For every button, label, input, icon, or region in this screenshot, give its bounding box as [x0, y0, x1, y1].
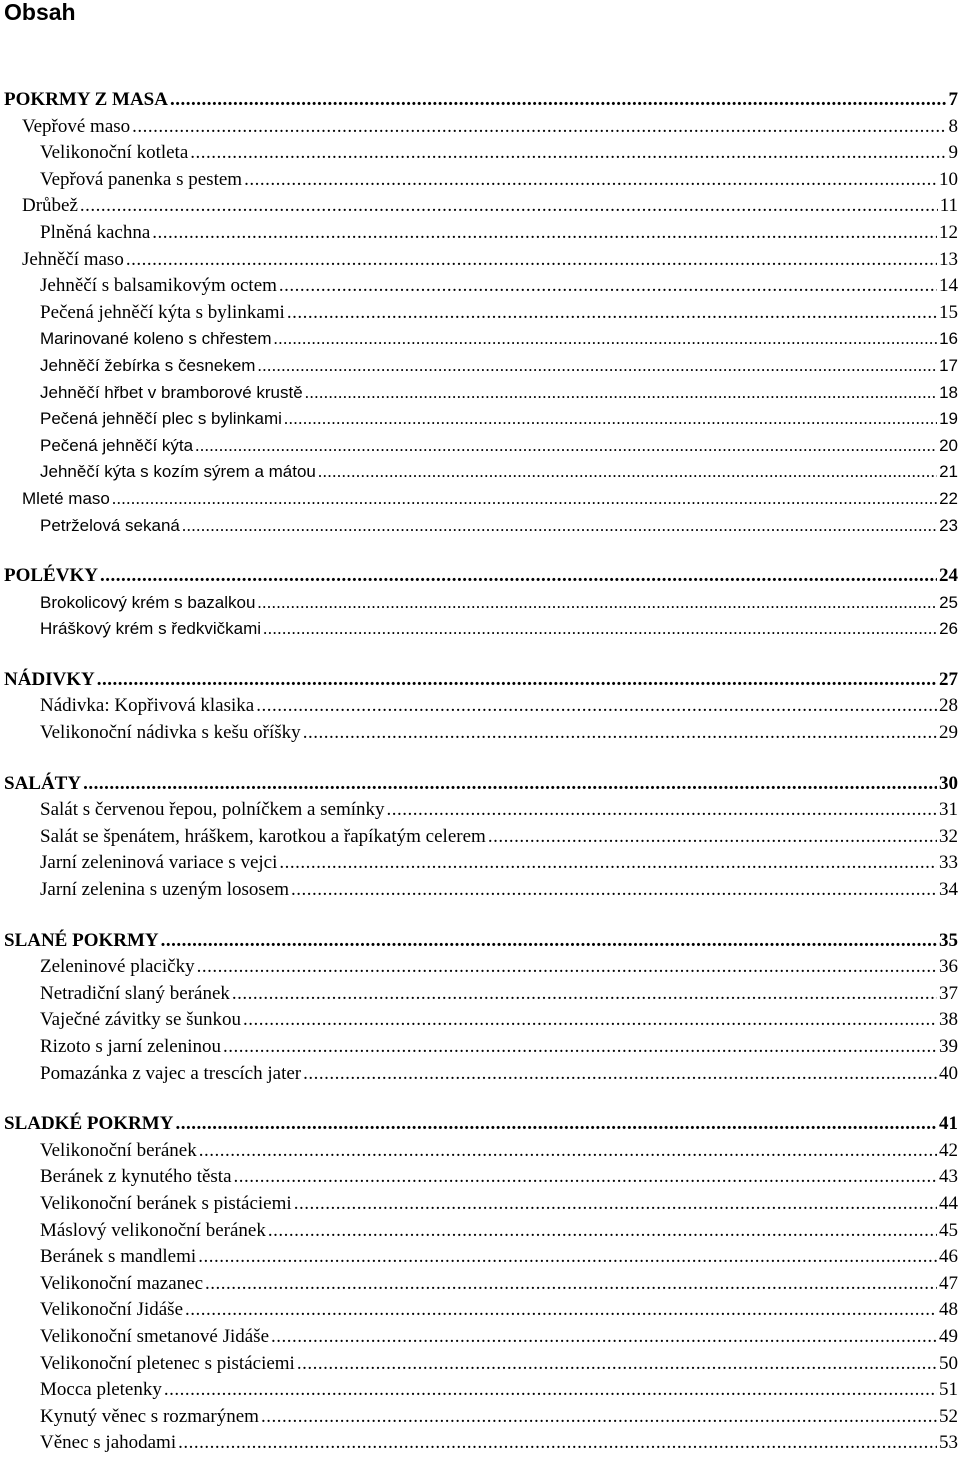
dot-leader — [274, 326, 938, 353]
dot-leader — [303, 1061, 937, 1088]
toc-page-number: 19 — [939, 409, 958, 429]
toc-entry-title: Pečená jehněčí kýta — [40, 435, 194, 455]
toc-page-number: 15 — [939, 301, 958, 323]
toc-entry-title: Kynutý věnec s rozmarýnem — [40, 1405, 259, 1427]
toc-entry-title: Jarní zelenina s uzeným lososem — [40, 879, 290, 901]
toc-entry[interactable] — [0, 1297, 958, 1324]
dot-leader — [83, 771, 937, 798]
toc-section-entry[interactable] — [0, 771, 958, 798]
toc-entry[interactable] — [0, 1218, 958, 1245]
dot-leader — [244, 167, 937, 194]
toc-page-number: 36 — [939, 956, 958, 978]
dot-leader — [291, 877, 937, 904]
toc-page-number: 12 — [939, 221, 958, 243]
toc-page-number: 47 — [939, 1272, 958, 1294]
toc-page-number: 24 — [939, 565, 958, 587]
toc-section-entry[interactable] — [0, 87, 958, 114]
toc-page-number: 23 — [939, 515, 958, 535]
toc-page-number: 43 — [939, 1166, 958, 1188]
toc-page-number: 46 — [939, 1246, 958, 1268]
toc-entry-title: Brokolicový krém s bazalkou — [40, 592, 256, 612]
dot-leader — [80, 193, 938, 220]
toc-entry[interactable] — [0, 406, 958, 433]
toc-page-number: 44 — [939, 1192, 958, 1214]
dot-leader — [197, 954, 937, 981]
toc-page-number: 51 — [939, 1379, 958, 1401]
toc-entry-title: Nádivka: Kopřivová klasika — [40, 695, 255, 717]
toc-page-number: 39 — [939, 1036, 958, 1057]
toc-entry[interactable] — [0, 167, 958, 194]
toc-entry[interactable] — [0, 616, 958, 643]
toc-entry-title: Jehněčí žebírka s česnekem — [40, 355, 256, 375]
dot-leader — [112, 486, 937, 513]
toc-entry[interactable] — [0, 850, 958, 877]
dot-leader — [234, 1164, 937, 1191]
toc-entry-title: Jehněčí s balsamikovým octem — [40, 275, 277, 297]
toc-page-number: 31 — [939, 799, 958, 821]
toc-entry[interactable] — [0, 1007, 958, 1034]
dot-leader — [268, 1218, 937, 1245]
toc-page-number: 13 — [939, 248, 958, 270]
dot-leader — [257, 590, 937, 617]
toc-page-number: 28 — [939, 695, 958, 717]
dot-leader — [261, 1404, 937, 1431]
toc-entry[interactable] — [0, 114, 958, 141]
toc-entry-title: Věnec s jahodami — [40, 1432, 177, 1454]
toc-page-number: 29 — [939, 722, 958, 744]
toc-entry[interactable] — [0, 1061, 958, 1088]
toc-entry-title: SLADKÉ POKRMY — [4, 1113, 174, 1135]
toc-entry-title: Vepřové maso — [22, 115, 131, 137]
toc-page-number: 10 — [939, 168, 958, 190]
dot-leader — [294, 1191, 937, 1218]
toc-page-number: 50 — [939, 1352, 958, 1374]
toc-entry[interactable] — [0, 1271, 958, 1298]
dot-leader — [223, 1034, 937, 1061]
toc-page-number: 32 — [939, 825, 958, 847]
dot-leader — [243, 1007, 937, 1034]
toc-entry-title: Velikonoční beránek — [40, 1139, 197, 1161]
toc-page-number: 49 — [939, 1325, 958, 1347]
toc-entry-title: Máslový velikonoční beránek — [40, 1219, 266, 1241]
toc-entry[interactable] — [0, 326, 958, 353]
toc-page-number: 26 — [939, 619, 958, 639]
page-title: Obsah — [4, 0, 76, 25]
dot-leader — [279, 850, 937, 877]
dot-leader — [170, 87, 947, 114]
toc-entry[interactable] — [0, 1164, 958, 1191]
toc-page-number: 11 — [939, 195, 958, 217]
toc-entry[interactable] — [0, 193, 958, 220]
toc-entry-title: Jehněčí hřbet v bramborové krustě — [40, 382, 303, 402]
dot-leader — [263, 616, 937, 643]
dot-leader — [205, 1271, 937, 1298]
dot-leader — [100, 563, 937, 590]
toc-entry[interactable] — [0, 693, 958, 720]
toc-entry-title: Velikonoční nádivka s kešu oříšky — [40, 722, 301, 744]
toc-entry[interactable] — [0, 220, 958, 247]
dot-leader — [97, 667, 937, 694]
dot-leader — [318, 459, 937, 486]
dot-leader — [178, 1430, 937, 1457]
toc-entry-title: POKRMY Z MASA — [4, 89, 168, 110]
toc-entry-title: Beránek z kynutého těsta — [40, 1166, 232, 1188]
toc-entry-title: Salát se špenátem, hráškem, karotkou a řapíkatým celerem — [40, 825, 486, 847]
toc-entry[interactable] — [0, 247, 958, 274]
toc-entry[interactable] — [0, 1430, 958, 1457]
toc-page-number: 45 — [939, 1219, 958, 1241]
toc-entry-title: Petrželová sekaná — [40, 515, 180, 535]
dot-leader — [256, 693, 937, 720]
dot-leader — [132, 114, 946, 141]
toc-page-number: 48 — [939, 1299, 958, 1321]
toc-entry-title: Pečená jehněčí kýta s bylinkami — [40, 301, 285, 323]
toc-page-number: 42 — [939, 1139, 958, 1161]
toc-entry[interactable] — [0, 273, 958, 300]
toc-entry-title: Salát s červenou řepou, polníčkem a semínky — [40, 799, 385, 821]
toc-entry-title: Velikonoční beránek s pistáciemi — [40, 1192, 292, 1214]
toc-entry-title: Zeleninové placičky — [40, 956, 195, 978]
toc-entry[interactable] — [0, 797, 958, 824]
toc-entry-title: Hráškový krém s ředkvičkami — [40, 619, 262, 639]
toc-page-number: 52 — [939, 1405, 958, 1427]
toc-entry-title: POLÉVKY — [4, 565, 98, 587]
dot-leader — [305, 380, 937, 407]
dot-leader — [284, 406, 937, 433]
toc-entry[interactable] — [0, 140, 958, 167]
toc-entry-title: Drůbež — [22, 195, 78, 217]
dot-leader — [257, 353, 937, 380]
toc-page-number: 9 — [948, 142, 958, 164]
toc-section-entry[interactable] — [0, 667, 958, 694]
toc-page-number: 27 — [939, 668, 958, 690]
toc-entry-title: Beránek s mandlemi — [40, 1246, 197, 1268]
toc-page-number: 8 — [948, 115, 958, 137]
dot-leader — [232, 981, 937, 1008]
toc-entry-title: Marinované koleno s chřestem — [40, 329, 272, 349]
toc-entry[interactable] — [0, 1351, 958, 1378]
toc-entry-title: Jehněčí kýta s kozím sýrem a mátou — [40, 462, 316, 482]
toc-page-number: 37 — [939, 982, 958, 1004]
toc-entry[interactable] — [0, 824, 958, 851]
dot-leader — [198, 1244, 937, 1271]
dot-leader — [199, 1138, 937, 1165]
dot-leader — [126, 247, 937, 274]
toc-entry[interactable] — [0, 1244, 958, 1271]
toc-entry-title: Vaječné závitky se šunkou — [40, 1009, 242, 1031]
dot-leader — [195, 433, 937, 460]
toc-entry-title: Velikonoční mazanec — [40, 1272, 204, 1294]
toc-page-number: 16 — [939, 329, 958, 349]
toc-entry[interactable] — [0, 300, 958, 327]
toc-page-number: 35 — [939, 929, 958, 951]
toc-entry-title: NÁDIVKY — [4, 668, 95, 690]
toc-entry-title: Pečená jehněčí plec s bylinkami — [40, 409, 282, 429]
toc-entry[interactable] — [0, 720, 958, 747]
toc-page-number: 17 — [939, 355, 958, 375]
dot-leader — [190, 140, 946, 167]
dot-leader — [182, 513, 937, 540]
toc-page-number: 53 — [939, 1432, 958, 1454]
toc-section-entry[interactable] — [0, 563, 958, 590]
toc-section-entry[interactable] — [0, 928, 958, 955]
toc-entry[interactable] — [0, 513, 958, 540]
dot-leader — [175, 1111, 937, 1138]
dot-leader — [279, 273, 937, 300]
toc-entry[interactable] — [0, 1377, 958, 1404]
toc-entry[interactable] — [0, 459, 958, 486]
toc-entry[interactable] — [0, 981, 958, 1008]
toc-entry[interactable] — [0, 380, 958, 407]
toc-entry-title: Velikonoční Jidáše — [40, 1299, 184, 1321]
toc-page-number: 41 — [939, 1113, 958, 1135]
toc-page-number: 18 — [939, 382, 958, 402]
toc-page-number: 40 — [939, 1062, 958, 1084]
dot-leader — [185, 1297, 937, 1324]
toc-entry-title: Velikonoční smetanové Jidáše — [40, 1325, 270, 1347]
toc-page-number: 30 — [939, 772, 958, 794]
dot-leader — [387, 797, 937, 824]
dot-leader — [488, 824, 937, 851]
toc-section-entry[interactable] — [0, 1111, 958, 1138]
toc-entry-title: Mleté maso — [22, 488, 110, 508]
dot-leader — [271, 1324, 937, 1351]
toc-entry[interactable] — [0, 433, 958, 460]
toc-entry[interactable] — [0, 1034, 958, 1061]
toc-page-number: 22 — [939, 488, 958, 508]
dot-leader — [164, 1377, 937, 1404]
toc-entry-title: Jarní zeleninová variace s vejci — [40, 852, 278, 874]
dot-leader — [287, 300, 937, 327]
toc-entry-title: Netradiční slaný beránek — [40, 982, 230, 1004]
toc-page-number: 34 — [939, 879, 958, 901]
toc-entry[interactable] — [0, 590, 958, 617]
toc-entry-title: Jehněčí maso — [22, 248, 124, 270]
toc-entry[interactable] — [0, 954, 958, 981]
toc-entry-title: Velikonoční kotleta — [40, 142, 189, 164]
toc-entry-title: SALÁTY — [4, 772, 82, 794]
dot-leader — [303, 720, 937, 747]
toc-entry-title: Vepřová panenka s pestem — [40, 168, 243, 190]
toc-entry-title: SLANÉ POKRMY — [4, 929, 159, 951]
toc-entry-title: Velikonoční pletenec s pistáciemi — [40, 1352, 295, 1374]
table-of-contents — [0, 87, 958, 1457]
dot-leader — [152, 220, 937, 247]
toc-entry-title: Mocca pletenky — [40, 1379, 162, 1401]
toc-page-number: 38 — [939, 1009, 958, 1031]
toc-entry[interactable] — [0, 1324, 958, 1351]
dot-leader — [297, 1351, 937, 1378]
toc-entry-title: Plněná kachna — [40, 221, 151, 243]
toc-entry-title: Rizoto s jarní zeleninou — [40, 1036, 221, 1057]
toc-entry[interactable] — [0, 1138, 958, 1165]
toc-page-number: 20 — [939, 435, 958, 455]
toc-page-number: 7 — [948, 89, 958, 110]
toc-page-number: 33 — [939, 852, 958, 874]
toc-page-number: 25 — [939, 592, 958, 612]
dot-leader — [161, 928, 937, 955]
toc-entry[interactable] — [0, 486, 958, 513]
toc-entry[interactable] — [0, 353, 958, 380]
toc-entry-title: Pomazánka z vajec a trescích jater — [40, 1062, 302, 1084]
toc-page-number: 21 — [939, 462, 958, 482]
toc-entry[interactable] — [0, 877, 958, 904]
toc-entry[interactable] — [0, 1191, 958, 1218]
toc-page-number: 14 — [939, 275, 958, 297]
toc-entry[interactable] — [0, 1404, 958, 1431]
